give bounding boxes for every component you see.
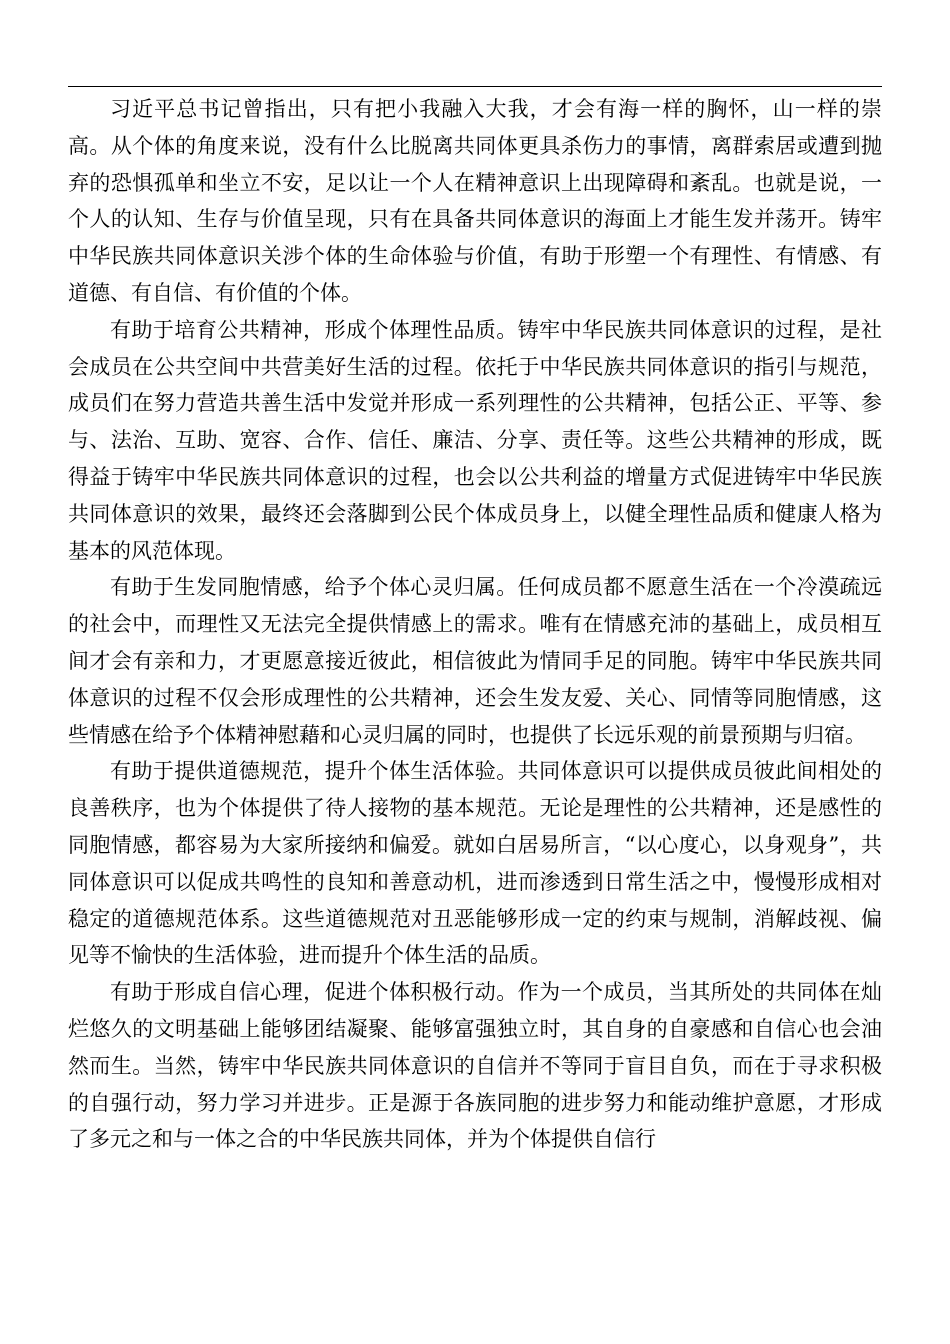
paragraph-moral-norms: 有助于提供道德规范，提升个体生活体验。共同体意识可以提供成员彼此间相处的良善秩序，也为个体提供了待人接物的基本规范。无论是理性的公共精神，还是感性的同胞情感，都容易为大家所接纳和偏爱。就如白居易所言，“以心度心，以身观身”，共同体意识可以促成共鸣性的良知和善意动机，进而渗透到日常生活之中，慢慢形成相对稳定的道德规范体系。这些道德规范对丑恶能够形成一定的约束与规制，消解歧视、偏见等不愉快的生活体验，进而提升个体生活的品质。 bbox=[68, 759, 882, 968]
paragraph-self-confidence: 有助于形成自信心理，促进个体积极行动。作为一个成员，当其所处的共同体在灿烂悠久的文明基础上能够团结凝聚、能够富强独立时，其自身的自豪感和自信心也会油然而生。当然，铸牢中华民族共同体意识的自信并不等同于盲目自负，而在于寻求积极的自强行动，努力学习并进步。正是源于各族同胞的进步努力和能动维护意愿，才形成了多元之和与一体之合的中华民族共同体，并为个体提供自信行 bbox=[68, 980, 882, 1152]
paragraph-public-spirit: 有助于培育公共精神，形成个体理性品质。铸牢中华民族共同体意识的过程，是社会成员在公共空间中共营美好生活的过程。依托于中华民族共同体意识的指引与规范，成员们在努力营造共善生活中发觉并形成一系列理性的公共精神，包括公正、平等、参与、法治、互助、宽容、合作、信任、廉洁、分享、责任等。这些公共精神的形成，既得益于铸牢中华民族共同体意识的过程，也会以公共利益的增量方式促进铸牢中华民族共同体意识的效果，最终还会落脚到公民个体成员身上，以健全理性品质和健康人格为基本的风范体现。 bbox=[68, 317, 882, 563]
header-rule bbox=[68, 86, 882, 87]
paragraph-compatriot-emotion: 有助于生发同胞情感，给予个体心灵归属。任何成员都不愿意生活在一个冷漠疏远的社会中，而理性又无法完全提供情感上的需求。唯有在情感充沛的基础上，成员相互间才会有亲和力，才更愿意接近彼此，相信彼此为情同手足的同胞。铸牢中华民族共同体意识的过程不仅会形成理性的公共精神，还会生发友爱、关心、同情等同胞情感，这些情感在给予个体精神慰藉和心灵归属的同时，也提供了长远乐观的前景预期与归宿。 bbox=[68, 575, 882, 747]
paragraph-intro: 习近平总书记曾指出，只有把小我融入大我，才会有海一样的胸怀，山一样的崇高。从个体的角度来说，没有什么比脱离共同体更具杀伤力的事情，离群索居或遭到抛弃的恐惧孤单和坐立不安，足以让一个人在精神意识上出现障碍和紊乱。也就是说，一个人的认知、生存与价值呈现，只有在具备共同体意识的海面上才能生发并荡开。铸牢中华民族共同体意识关涉个体的生命体验与价值，有助于形塑一个有理性、有情感、有道德、有自信、有价值的个体。 bbox=[68, 97, 882, 305]
article-body bbox=[68, 91, 882, 1158]
